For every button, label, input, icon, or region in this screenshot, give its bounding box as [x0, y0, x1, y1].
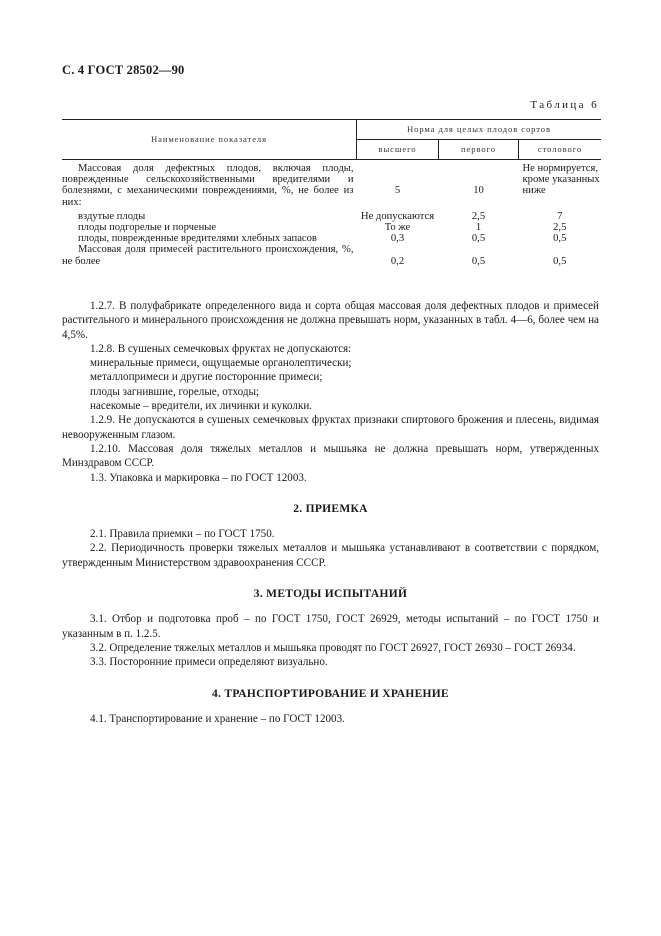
- section-title-test-methods: 3. МЕТОДЫ ИСПЫТАНИЙ: [253, 588, 408, 601]
- column-header-premium: высшего: [357, 140, 439, 160]
- row-value-table-grade: 7: [557, 210, 563, 222]
- row-name: Массовая доля примесей растительного происхождения, %, не более: [62, 244, 354, 267]
- list-item: насекомые – вредители, их личинки и куколки.: [90, 400, 313, 413]
- paragraph-2-1: 2.1. Правила приемки – по ГОСТ 1750.: [90, 528, 275, 541]
- row-value-premium: 5: [394, 184, 401, 196]
- list-item: металлопримеси и другие посторонние примеси;: [90, 371, 323, 384]
- table-row: [62, 208, 601, 222]
- paragraph-3-3: 3.3. Посторонние примеси определяют визуально.: [90, 656, 328, 669]
- section-title-transport-storage: 4. ТРАНСПОРТИРОВАНИЕ И ХРАНЕНИЕ: [212, 687, 449, 700]
- row-value-first: 2,5: [471, 210, 486, 222]
- row-name: плоды подгорелые и порченые: [78, 222, 217, 234]
- row-value-first: 1: [475, 222, 482, 234]
- quality-norms-table: [62, 119, 601, 267]
- table-row: [62, 244, 601, 266]
- row-value-premium: 0,2: [390, 255, 405, 267]
- paragraph-3-1: 3.1. Отбор и подготовка проб – по ГОСТ 1750, ГОСТ 26929, методы испытаний – по ГОСТ 1750 и указанным в п. 1.2.5.: [62, 613, 599, 640]
- paragraph-2-2: 2.2. Периодичность проверки тяжелых металлов и мышьяка устанавливают в соответствии с порядком, утвержденным Министерством здравоохранения СССР.: [62, 542, 599, 569]
- row-value-premium: Не допускаются: [360, 210, 435, 222]
- column-header-indicator: Наименование показателя: [62, 120, 357, 160]
- row-name: Массовая доля дефектных плодов, включая плоды, поврежденные сельскохозяйственными вредителями и болезнями, с механическими повреждениями, %, не более из них:: [62, 163, 354, 208]
- paragraph-1-2-8: 1.2.8. В сушеных семечковых фруктах не допускаются:: [90, 342, 352, 355]
- paragraph-1-2-9: 1.2.9. Не допускаются в сушеных семечковых фруктах признаки спиртового брожения и плесень, видимая невооруженным глазом.: [62, 414, 599, 441]
- row-value-table-grade: 0,5: [553, 255, 567, 267]
- list-item: минеральные примеси, ощущаемые органолептически;: [90, 357, 352, 370]
- row-value-premium: То же: [384, 222, 411, 234]
- row-value-table-grade: Не нормируется, кроме указанных ниже: [522, 163, 600, 197]
- section-title-acceptance: 2. ПРИЕМКА: [293, 502, 368, 515]
- table-caption: Таблица 6: [530, 99, 599, 111]
- paragraph-1-3: 1.3. Упаковка и маркировка – по ГОСТ 12003.: [90, 471, 307, 484]
- row-value-table-grade: 0,5: [553, 233, 567, 245]
- row-value-first: 0,5: [471, 233, 486, 245]
- row-value-first: 10: [473, 184, 484, 196]
- table-row: [62, 160, 601, 208]
- row-name: вздутые плоды: [78, 210, 146, 222]
- column-header-grade-group: Норма для целых плодов сортов: [357, 120, 602, 140]
- row-name: плоды, поврежденные вредителями хлебных запасов: [78, 233, 317, 245]
- row-value-premium: 0,3: [390, 233, 405, 245]
- paragraph-4-1: 4.1. Транспортирование и хранение – по ГОСТ 12003.: [90, 712, 345, 725]
- column-header-table-grade: столового: [519, 140, 602, 160]
- row-value-first: 0,5: [471, 255, 486, 267]
- list-item: плоды загнившие, горелые, отходы;: [90, 385, 260, 398]
- page-header: С. 4 ГОСТ 28502—90: [62, 63, 185, 77]
- table-row: [62, 233, 601, 244]
- paragraph-1-2-7: 1.2.7. В полуфабрикате определенного вида и сорта общая массовая доля дефектных плодов и примесей растительного и минерального происхождения не должна превышать норм, указанных в табл. 4—6, более чем на 4,5%.: [62, 300, 599, 341]
- document-body: [62, 299, 599, 726]
- paragraph-3-2: 3.2. Определение тяжелых металлов и мышьяка проводят по ГОСТ 26927, ГОСТ 26930 – ГОСТ 26934.: [90, 641, 576, 654]
- row-value-table-grade: 2,5: [553, 222, 567, 234]
- paragraph-1-2-10: 1.2.10. Массовая доля тяжелых металлов и мышьяка не должна превышать норм, утвержденных Минздравом СССР.: [62, 442, 599, 470]
- column-header-first: первого: [439, 140, 519, 160]
- table-row: [62, 222, 601, 233]
